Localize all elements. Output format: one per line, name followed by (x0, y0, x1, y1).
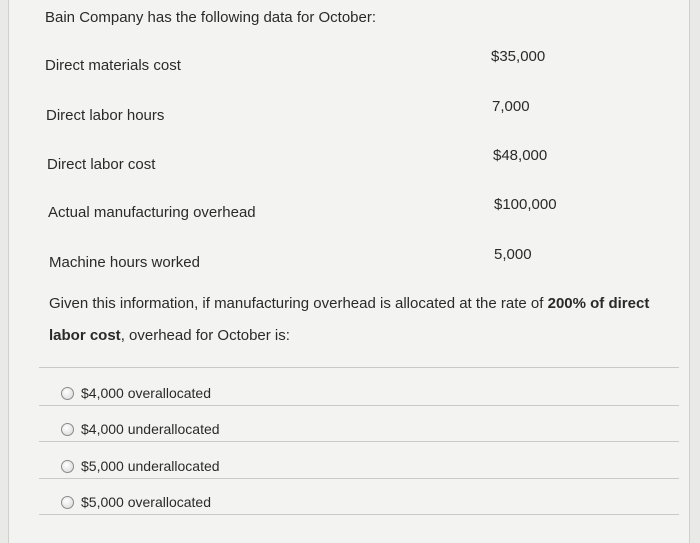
intro-text: Bain Company has the following data for October: (45, 9, 377, 26)
answer-option-2[interactable] (61, 421, 220, 437)
divider (39, 367, 679, 368)
divider (39, 441, 679, 442)
row-value-machine-hours: 5,000 (494, 246, 532, 263)
answer-option-label: $4,000 underallocated (81, 421, 220, 437)
question-rate: 200% of direct labor cost (49, 295, 650, 344)
question-text: Given this information, if manufacturing overhead is allocated at the rate of 200% of direct labor cost, overhead for October is: (49, 295, 650, 344)
row-label-direct-materials: Direct materials cost (45, 57, 181, 74)
row-label-machine-hours: Machine hours worked (49, 254, 200, 271)
answer-option-4[interactable] (61, 494, 211, 510)
radio-button-icon[interactable] (61, 460, 74, 473)
radio-button-icon[interactable] (61, 423, 74, 436)
question-card (8, 0, 690, 543)
row-label-actual-overhead: Actual manufacturing overhead (48, 204, 256, 221)
row-label-direct-labor-cost: Direct labor cost (47, 156, 156, 173)
row-label-direct-labor-hours: Direct labor hours (46, 107, 165, 124)
radio-button-icon[interactable] (61, 387, 74, 400)
row-value-direct-labor-hours: 7,000 (492, 98, 530, 115)
answer-option-label: $5,000 overallocated (81, 494, 211, 510)
answer-option-label: $5,000 underallocated (81, 458, 220, 474)
row-value-direct-materials: $35,000 (491, 48, 546, 65)
divider (39, 405, 679, 406)
radio-button-icon[interactable] (61, 496, 74, 509)
row-value-direct-labor-cost: $48,000 (493, 147, 548, 164)
row-value-actual-overhead: $100,000 (494, 196, 557, 213)
answer-option-1[interactable] (61, 385, 211, 401)
answer-option-label: $4,000 overallocated (81, 385, 211, 401)
divider (39, 478, 679, 479)
divider (39, 514, 679, 515)
answer-option-3[interactable] (61, 458, 220, 474)
